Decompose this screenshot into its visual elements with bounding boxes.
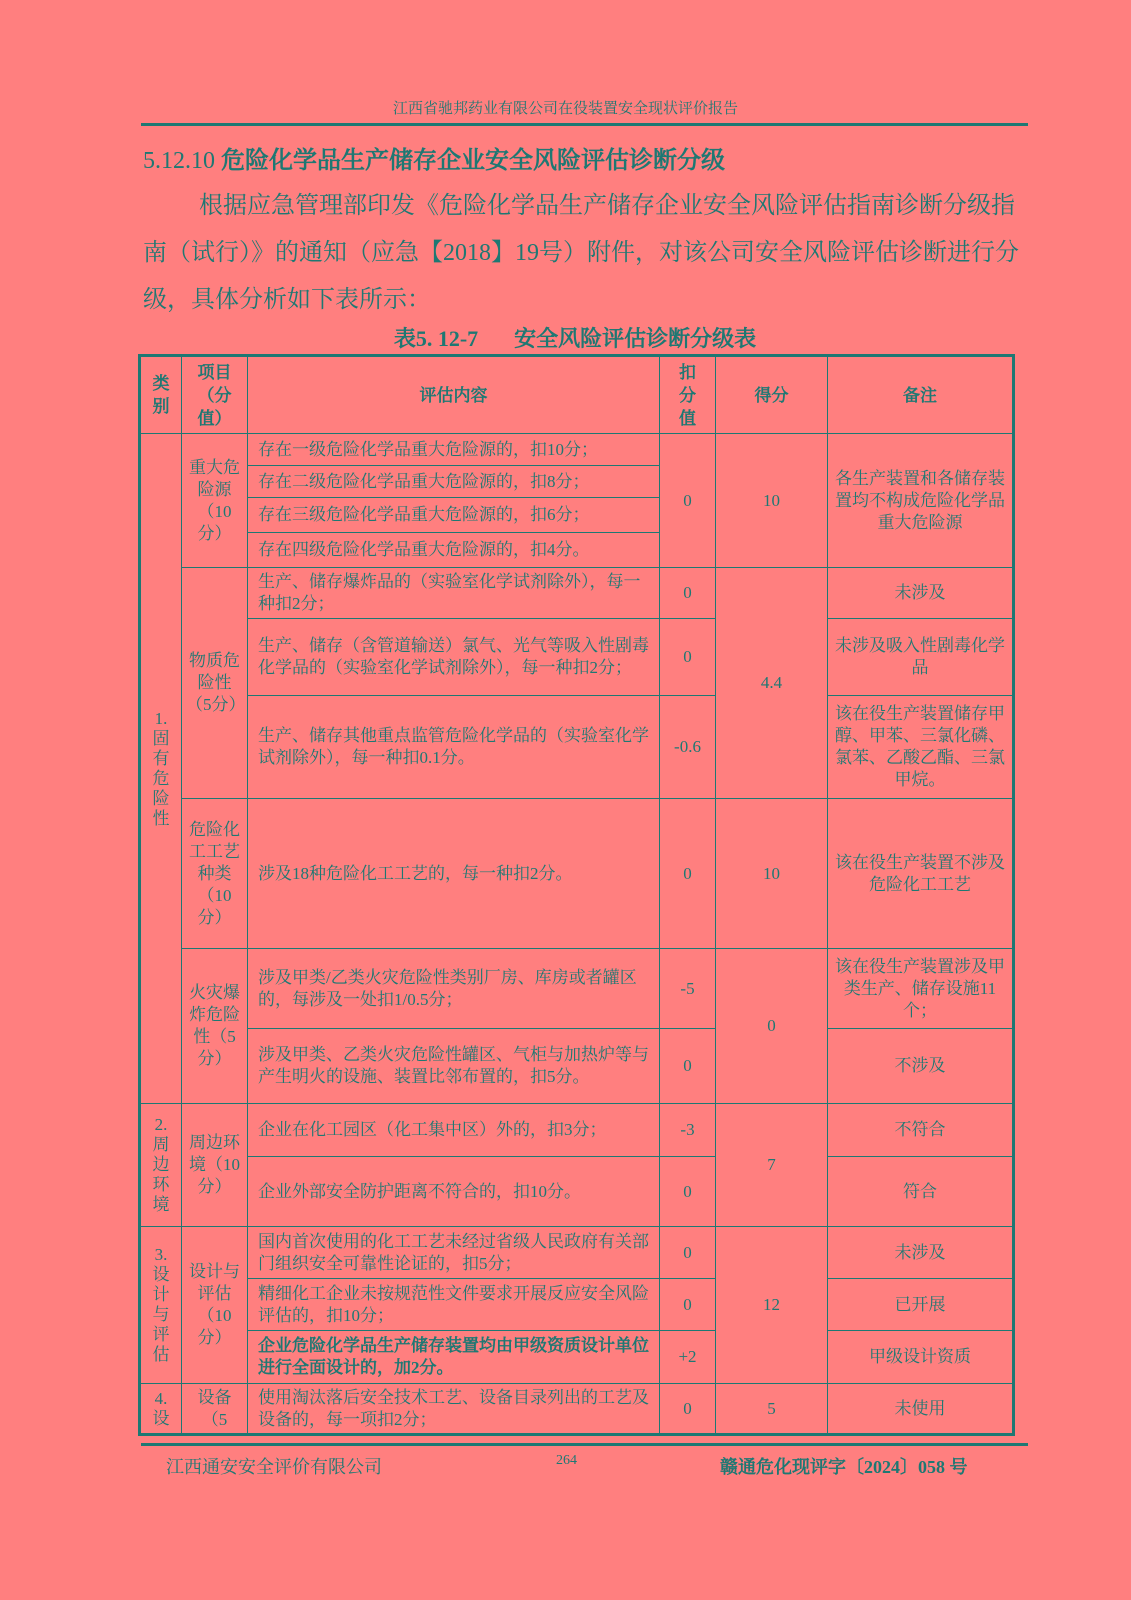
footer-company: 江西通安安全评价有限公司 bbox=[166, 1457, 382, 1477]
table-header-row bbox=[140, 356, 1014, 434]
deduct-cell: -3 bbox=[660, 1104, 716, 1157]
remark-cell: 各生产装置和各储存装置均不构成危险化学品重大危险源 bbox=[828, 434, 1014, 568]
deduct-cell: -0.6 bbox=[660, 696, 716, 799]
content-cell: 企业外部安全防护距离不符合的，扣10分。 bbox=[248, 1157, 660, 1227]
score-cell: 7 bbox=[716, 1104, 828, 1227]
deduct-cell: 0 bbox=[660, 1227, 716, 1279]
item-cell: 设备（5 bbox=[182, 1384, 248, 1435]
table-row bbox=[140, 696, 1014, 799]
content-cell: 存在一级危险化学品重大危险源的，扣10分； bbox=[248, 434, 660, 466]
header-content: 评估内容 bbox=[248, 356, 660, 434]
deduct-cell: -5 bbox=[660, 949, 716, 1029]
item-cell: 物质危险性（5分） bbox=[182, 568, 248, 799]
running-header: 江西省驰邦药业有限公司在役装置安全现状评价报告 bbox=[392, 101, 738, 117]
deduct-cell: 0 bbox=[660, 568, 716, 619]
score-cell: 12 bbox=[716, 1227, 828, 1384]
item-cell: 设计与评估（10分） bbox=[182, 1227, 248, 1384]
table-row bbox=[140, 1104, 1014, 1157]
content-cell: 国内首次使用的化工工艺未经过省级人民政府有关部门组织安全可靠性论证的，扣5分； bbox=[248, 1227, 660, 1279]
score-cell: 10 bbox=[716, 799, 828, 949]
caption-title: 安全风险评估诊断分级表 bbox=[514, 326, 757, 351]
header-remark: 备注 bbox=[828, 356, 1014, 434]
footer-divider bbox=[141, 1443, 1028, 1446]
item-cell: 重大危险源（10分） bbox=[182, 434, 248, 568]
header-deduct: 扣分值 bbox=[660, 356, 716, 434]
table-row bbox=[140, 799, 1014, 949]
deduct-cell: 0 bbox=[660, 1029, 716, 1104]
header-category: 类别 bbox=[140, 356, 182, 434]
remark-cell: 符合 bbox=[828, 1157, 1014, 1227]
table-row bbox=[140, 1384, 1014, 1435]
footer bbox=[138, 1452, 1028, 1482]
section-number: 5.12.10 bbox=[143, 148, 215, 174]
deduct-cell: 0 bbox=[660, 434, 716, 568]
category-cell: 1.固有危险性 bbox=[140, 434, 182, 1104]
content-cell: 企业在化工园区（化工集中区）外的，扣3分； bbox=[248, 1104, 660, 1157]
page-number: 264 bbox=[556, 1453, 577, 1468]
page-content bbox=[138, 143, 1028, 1482]
remark-cell: 未涉及 bbox=[828, 568, 1014, 619]
content-cell: 涉及甲类/乙类火灾危险性类别厂房、库房或者罐区的，每涉及一处扣1/0.5分； bbox=[248, 949, 660, 1029]
score-cell: 0 bbox=[716, 949, 828, 1104]
risk-assessment-table bbox=[138, 354, 1015, 1436]
remark-cell: 不符合 bbox=[828, 1104, 1014, 1157]
table-row bbox=[140, 949, 1014, 1029]
content-cell: 存在二级危险化学品重大危险源的，扣8分； bbox=[248, 466, 660, 498]
header-divider bbox=[141, 123, 1028, 126]
score-cell: 5 bbox=[716, 1384, 828, 1435]
deduct-cell: 0 bbox=[660, 1384, 716, 1435]
header-score: 得分 bbox=[716, 356, 828, 434]
item-cell: 火灾爆炸危险性（5分） bbox=[182, 949, 248, 1104]
remark-cell: 该在役生产装置储存甲醇、甲苯、三氯化磷、氯苯、乙酸乙酯、三氯甲烷。 bbox=[828, 696, 1014, 799]
body-paragraph: 根据应急管理部印发《危险化学品生产储存企业安全风险评估指南诊断分级指南（试行）》的通知（应急【2018】19号）附件，对该公司安全风险评估诊断进行分级，具体分析如下表所示： bbox=[143, 193, 1019, 313]
item-cell: 危险化工工艺种类（10分） bbox=[182, 799, 248, 949]
category-cell: 4.设 bbox=[140, 1384, 182, 1435]
deduct-cell: 0 bbox=[660, 1157, 716, 1227]
table-row bbox=[140, 1331, 1014, 1384]
table-row bbox=[140, 434, 1014, 466]
table-caption bbox=[138, 324, 1012, 354]
score-cell: 4.4 bbox=[716, 568, 828, 799]
table-row bbox=[140, 1029, 1014, 1104]
table-row bbox=[140, 1227, 1014, 1279]
deduct-cell: 0 bbox=[660, 1279, 716, 1331]
deduct-cell: +2 bbox=[660, 1331, 716, 1384]
content-cell: 企业危险化学品生产储存装置均由甲级资质设计单位进行全面设计的，加2分。 bbox=[248, 1331, 660, 1384]
footer-document-number: 赣通危化现评字〔2024〕058 号 bbox=[720, 1457, 968, 1477]
content-cell: 涉及18种危险化工工艺的，每一种扣2分。 bbox=[248, 799, 660, 949]
remark-cell: 未涉及 bbox=[828, 1227, 1014, 1279]
section-heading bbox=[143, 143, 1028, 179]
remark-cell: 未使用 bbox=[828, 1384, 1014, 1435]
table-row bbox=[140, 619, 1014, 696]
score-cell: 10 bbox=[716, 434, 828, 568]
content-cell: 涉及甲类、乙类火灾危险性罐区、气柜与加热炉等与产生明火的设施、装置比邻布置的，扣5分。 bbox=[248, 1029, 660, 1104]
content-cell: 使用淘汰落后安全技术工艺、设备目录列出的工艺及设备的，每一项扣2分； bbox=[248, 1384, 660, 1435]
remark-cell: 该在役生产装置涉及甲类生产、储存设施11个； bbox=[828, 949, 1014, 1029]
content-cell: 存在三级危险化学品重大危险源的，扣6分； bbox=[248, 498, 660, 533]
category-cell: 3.设计与评估 bbox=[140, 1227, 182, 1384]
item-cell: 周边环境（10分） bbox=[182, 1104, 248, 1227]
caption-number: 表5. 12-7 bbox=[393, 326, 479, 351]
deduct-cell: 0 bbox=[660, 799, 716, 949]
content-cell: 生产、储存其他重点监管危险化学品的（实验室化学试剂除外），每一种扣0.1分。 bbox=[248, 696, 660, 799]
section-title: 危险化学品生产储存企业安全风险评估诊断分级 bbox=[221, 148, 725, 174]
remark-cell: 未涉及吸入性剧毒化学品 bbox=[828, 619, 1014, 696]
table-row bbox=[140, 1279, 1014, 1331]
content-cell: 生产、储存（含管道输送）氯气、光气等吸入性剧毒化学品的（实验室化学试剂除外），每一种扣2分； bbox=[248, 619, 660, 696]
content-cell: 存在四级危险化学品重大危险源的，扣4分。 bbox=[248, 533, 660, 568]
remark-cell: 已开展 bbox=[828, 1279, 1014, 1331]
table-row bbox=[140, 1157, 1014, 1227]
remark-cell: 甲级设计资质 bbox=[828, 1331, 1014, 1384]
category-cell: 2.周边环境 bbox=[140, 1104, 182, 1227]
table-row bbox=[140, 568, 1014, 619]
content-cell: 生产、储存爆炸品的（实验室化学试剂除外），每一种扣2分； bbox=[248, 568, 660, 619]
remark-cell: 该在役生产装置不涉及危险化工工艺 bbox=[828, 799, 1014, 949]
header-item: 项目（分值） bbox=[182, 356, 248, 434]
content-cell: 精细化工企业未按规范性文件要求开展反应安全风险评估的，扣10分； bbox=[248, 1279, 660, 1331]
remark-cell: 不涉及 bbox=[828, 1029, 1014, 1104]
deduct-cell: 0 bbox=[660, 619, 716, 696]
